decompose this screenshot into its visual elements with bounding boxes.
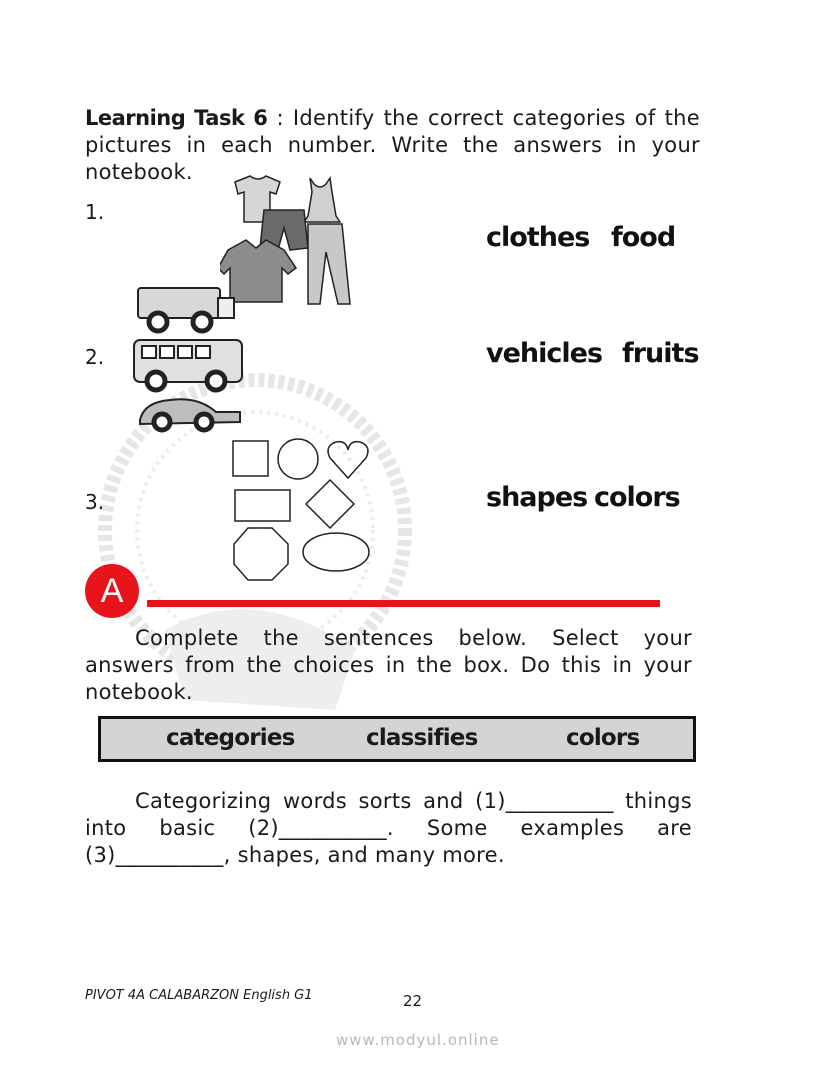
footer-source: PIVOT 4A CALABARZON English G1 bbox=[85, 988, 313, 1003]
diamond-icon bbox=[306, 480, 354, 528]
section-instruction: Complete the sentences below. Select your answers from the choices in the box. Do this in your notebook. bbox=[85, 626, 692, 704]
choice-word: colors bbox=[566, 725, 640, 751]
oval-icon bbox=[303, 533, 369, 571]
section-divider bbox=[147, 600, 660, 607]
car-icon bbox=[140, 399, 240, 430]
task-instruction: Learning Task 6 : Identify the correct categories of the pictures in each number. Write the answers in your notebook. bbox=[85, 106, 700, 184]
shapes-picture bbox=[228, 436, 378, 584]
item-2-choice-a: vehicles bbox=[486, 338, 603, 369]
item-number: 3. bbox=[85, 490, 105, 514]
octagon-icon bbox=[234, 528, 288, 580]
square-icon bbox=[233, 441, 268, 476]
item-1-choice-b: food bbox=[611, 222, 676, 253]
section-a-badge: A bbox=[85, 564, 139, 618]
choice-word: classifies bbox=[366, 725, 478, 751]
choice-word: categories bbox=[166, 725, 295, 751]
bus-icon bbox=[134, 340, 242, 390]
exercise-line-3: (3)__________, shapes, and many more. bbox=[85, 843, 505, 867]
vehicles-picture bbox=[130, 282, 248, 437]
item-1-choice-a: clothes bbox=[486, 222, 590, 253]
dress-icon bbox=[304, 178, 340, 222]
exercise-line-1: Categorizing words sorts and (1)__________ things bbox=[135, 789, 692, 813]
exercise-line-2: into basic (2)__________. Some examples are bbox=[85, 816, 692, 840]
heart-icon bbox=[328, 442, 368, 478]
item-2-choice-b: fruits bbox=[622, 338, 699, 369]
item-number: 2. bbox=[85, 345, 105, 369]
website-watermark: www.modyul.online bbox=[336, 1031, 500, 1049]
item-3-choice-b: colors bbox=[594, 482, 680, 513]
page-number: 22 bbox=[403, 992, 423, 1010]
choices-box bbox=[98, 716, 696, 762]
pants-icon bbox=[308, 224, 350, 304]
truck-icon bbox=[138, 288, 234, 331]
rectangle-icon bbox=[235, 490, 290, 521]
task-label: Learning Task 6 bbox=[85, 106, 268, 130]
item-3-choice-a: shapes bbox=[486, 482, 588, 513]
circle-icon bbox=[278, 439, 318, 479]
item-number: 1. bbox=[85, 200, 105, 224]
